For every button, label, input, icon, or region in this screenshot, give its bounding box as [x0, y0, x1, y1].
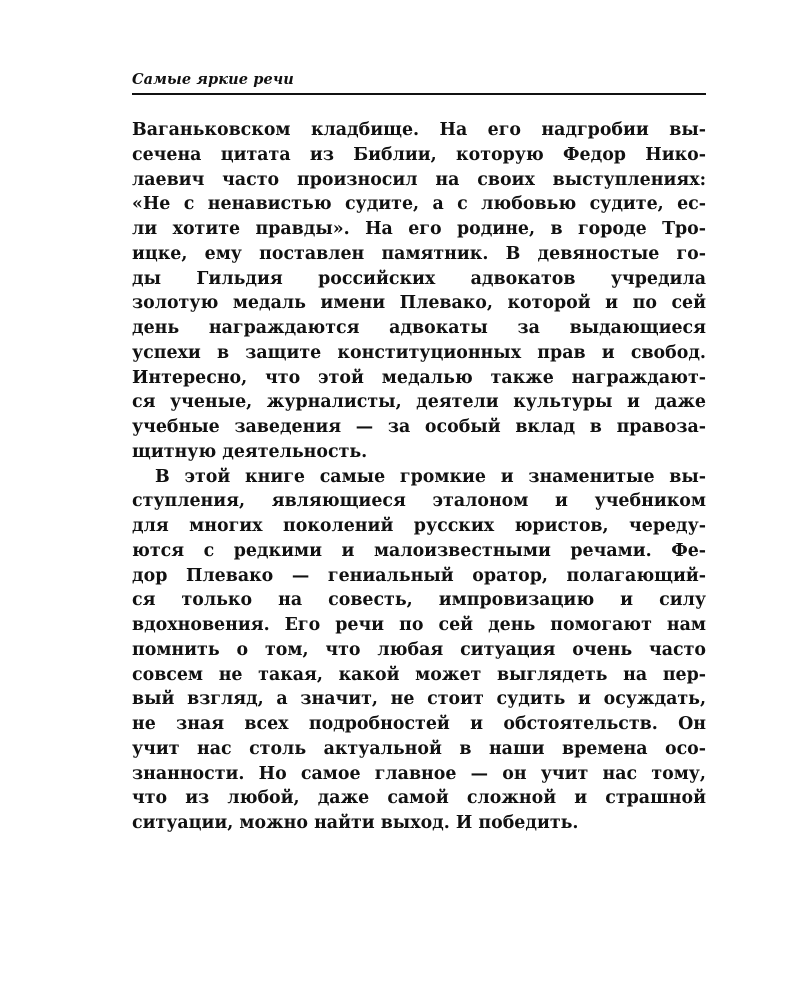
text-line: вдохновения. Его речи по сей день помогают нам [132, 615, 706, 635]
text-line: ся только на совесть, импровизацию и силу [132, 590, 706, 611]
text-line: ды Гильдия российских адвокатов учредила [132, 268, 706, 289]
running-head-title: Самые яркие речи [132, 71, 294, 88]
body-text [132, 118, 706, 836]
paragraph-end-line: щитную деятельность. [132, 441, 368, 462]
text-line: успехи в защите конституционных прав и свобод. [132, 342, 706, 363]
text-line: золотую медаль имени Плевако, которой и по сей [132, 293, 706, 314]
text-line: ступления, являющиеся эталоном и учебником [132, 491, 706, 512]
text-line: ются с редкими и малоизвестными речами. Фе- [132, 540, 706, 561]
text-line: учебные заведения — за особый вклад в правоза- [132, 417, 706, 437]
paragraph-end-line: ситуации, можно найти выход. И победить. [132, 813, 579, 833]
text-line: «Не с ненавистью судите, а с любовью судите, ес- [132, 194, 706, 215]
text-line: помнить о том, что любая ситуация очень часто [132, 639, 706, 660]
text-line: для многих поколений русских юристов, череду- [132, 516, 706, 536]
text-line: вый взгляд, а значит, не стоит судить и осуждать, [132, 689, 706, 710]
text-line: что из любой, даже самой сложной и страшной [132, 788, 706, 809]
text-line: дор Плевако — гениальный оратор, полагающий- [132, 565, 706, 586]
text-line: Ваганьковском кладбище. На его надгробии вы- [132, 120, 706, 140]
text-line: Интересно, что этой медалью также награждают- [132, 367, 706, 388]
text-line: ицке, ему поставлен памятник. В девяностые го- [132, 243, 706, 264]
header-rule [132, 93, 706, 95]
text-line: учит нас столь актуальной в наши времена осо- [132, 738, 706, 759]
text-line: лаевич часто произносил на своих выступлениях: [132, 169, 706, 190]
text-line: сечена цитата из Библии, которую Федор Нико- [132, 144, 706, 165]
text-line: знанности. Но самое главное — он учит нас тому, [132, 763, 706, 784]
paragraph-first-line: В этой книге самые громкие и знаменитые вы- [155, 466, 706, 487]
text-line: ли хотите правды». На его родине, в городе Тро- [132, 219, 706, 239]
text-line: ся ученые, журналисты, деятели культуры и даже [132, 392, 706, 413]
text-line: не зная всех подробностей и обстоятельств. Он [132, 714, 706, 734]
text-line: день награждаются адвокаты за выдающиеся [132, 318, 706, 338]
text-line: совсем не такая, какой может выглядеть на пер- [132, 664, 706, 685]
